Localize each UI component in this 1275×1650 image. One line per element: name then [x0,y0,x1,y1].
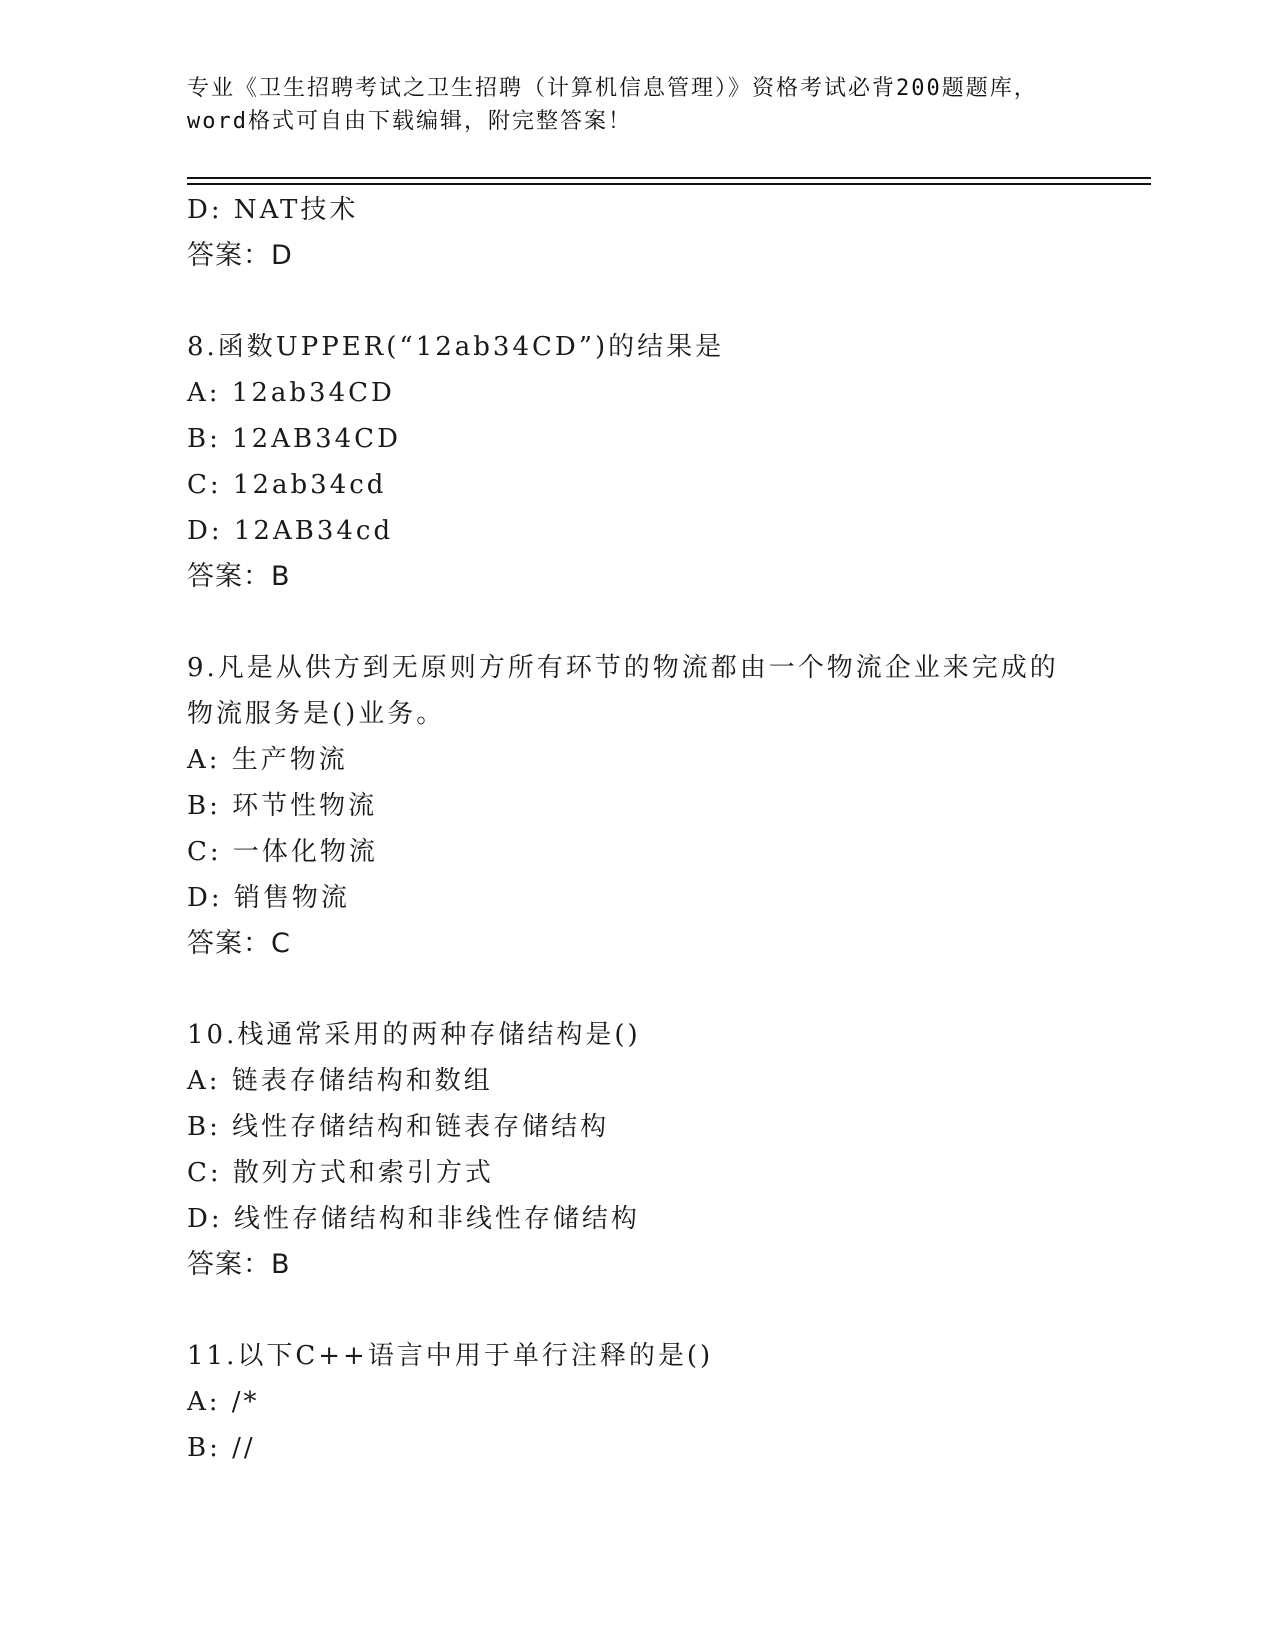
option-d: D: 销售物流 [187,883,350,913]
answer-line: 答案：B [187,561,291,592]
question-stem: 10.栈通常采用的两种存储结构是() [187,1020,641,1050]
question-stem: 9.凡是从供方到无原则方所有环节的物流都由一个物流企业来完成的 [187,653,1059,683]
header-divider-top [187,177,1151,179]
spacer [187,967,1147,1012]
question-list [187,187,1147,1471]
option-d: D: NAT技术 [187,195,359,225]
question-7-tail [187,187,1147,279]
spacer [187,600,1147,645]
option-b: B: 线性存储结构和链表存储结构 [187,1112,610,1142]
header-line-2: word格式可自由下载编辑，附完整答案！ [187,109,632,134]
question-stem-continued: 物流服务是()业务。 [187,699,446,729]
answer-line: 答案：D [187,240,293,271]
document-header [187,72,1087,138]
question-stem: 8.函数UPPER(“12ab34CD”)的结果是 [187,332,725,362]
question-stem: 11.以下C++语言中用于单行注释的是() [187,1341,714,1371]
option-a: A: /* [187,1387,260,1417]
option-a: A: 链表存储结构和数组 [187,1066,493,1096]
question-11 [187,1333,1147,1471]
option-a: A: 12ab34CD [187,378,395,408]
question-10 [187,1012,1147,1288]
option-a: A: 生产物流 [187,745,348,775]
option-c: C: 12ab34cd [187,470,387,500]
answer-line: 答案：B [187,1249,291,1280]
question-8 [187,324,1147,600]
option-c: C: 一体化物流 [187,837,378,867]
option-b: B: // [187,1433,256,1463]
spacer [187,279,1147,324]
option-b: B: 12AB34CD [187,424,401,454]
header-divider-bottom [187,183,1151,185]
option-d: D: 12AB34cd [187,516,394,546]
option-c: C: 散列方式和索引方式 [187,1158,494,1188]
option-d: D: 线性存储结构和非线性存储结构 [187,1204,640,1234]
header-line-1: 专业《卫生招聘考试之卫生招聘（计算机信息管理）》资格考试必背200题题库， [187,76,1038,101]
spacer [187,1288,1147,1333]
question-9 [187,645,1147,967]
answer-line: 答案：C [187,928,291,959]
option-b: B: 环节性物流 [187,791,378,821]
